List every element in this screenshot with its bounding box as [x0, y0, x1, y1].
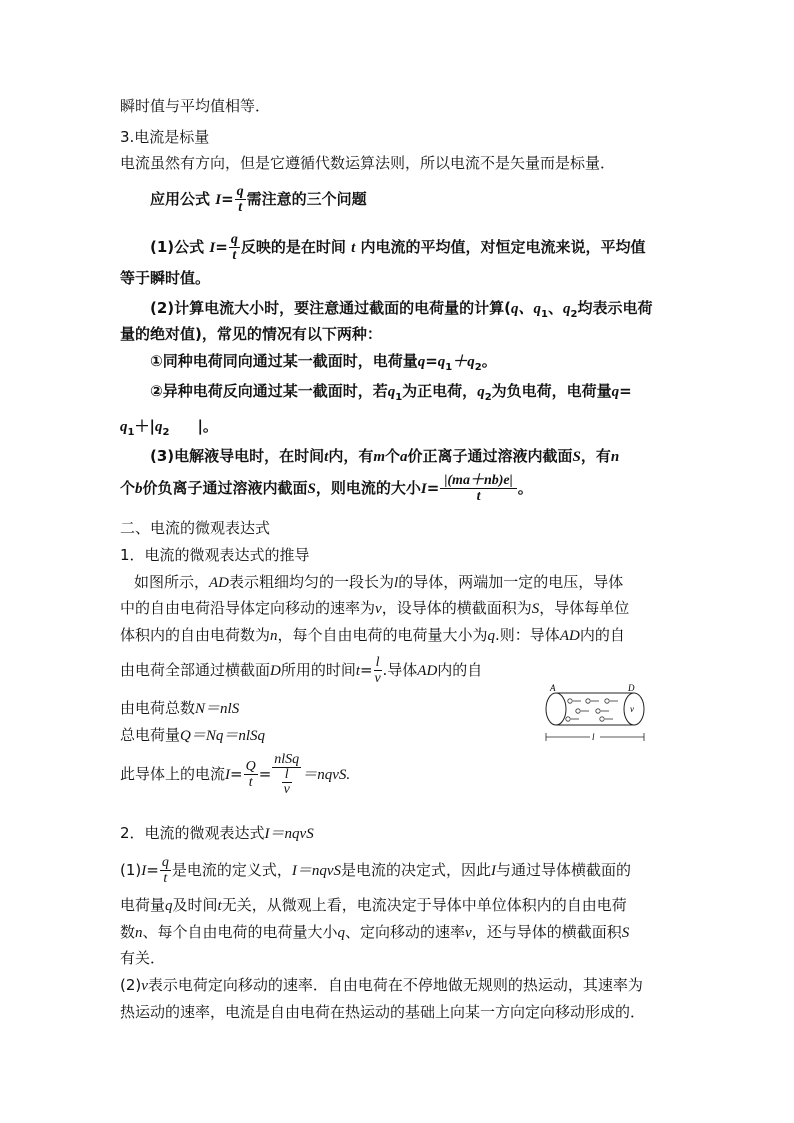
subsection-1-heading: 1．电流的微观表达式的推导: [120, 546, 310, 564]
cross-section-A: [546, 693, 566, 725]
label-l: l: [592, 732, 595, 742]
current-line: 此导体上的电流I= $\frac{Q}{t}$ = nlSq l v ＝nqvS.: [120, 752, 351, 797]
total-charges-line: 由电荷总数N＝nlS: [120, 699, 240, 717]
charge: [576, 709, 580, 713]
section-3-heading: 3.电流是标量: [120, 128, 210, 146]
derivation-line-1: 如图所示，AD表示粗细均匀的一段长为l的导体，两端加一定的电压，导体: [134, 573, 624, 591]
fraction-electrolyte-current: $\frac{|(ma+nb)e|}{t}$: [440, 473, 516, 504]
label-D: D: [628, 683, 635, 693]
subsection-2-heading: 2．电流的微观表达式I＝nqvS: [120, 824, 314, 842]
charge: [566, 717, 570, 721]
box-item-3: (3)电解液导电时，在时间t内，有m个a价正离子通过溶液内截面S，有n: [150, 447, 620, 465]
box-title: 应用公式 I= $\frac{q}{t}$ 需注意的三个问题: [150, 184, 367, 215]
derivation-line-2: 中的自由电荷沿导体定向移动的速率为v，设导体的横截面积为S，导体每单位: [120, 599, 630, 617]
paragraph-line: 瞬时值与平均值相等．: [120, 97, 271, 115]
cross-section-D: [624, 693, 644, 725]
total-charge-line: 总电荷量Q＝Nq＝nlSq: [120, 726, 266, 744]
velocity-line-1: (2)v表示电荷定向移动的速率．自由电荷在不停地做无规则的热运动，其速率为: [120, 976, 643, 994]
box-item-3-cont: 个b价负离子通过溶液内截面S，则电流的大小I= $\frac{|(ma+nb)e|}{t}$ 。: [120, 473, 533, 504]
derivation-line-3: 体积内的自由电荷数为n，每个自由电荷的电荷量大小为q.则：导体AD内的自: [120, 626, 625, 644]
definition-line-2: 电荷量q及时间t无关，从微观上看，电流决定于导体中单位体积内的自由电荷: [120, 896, 627, 914]
definition-line-3: 数n、每个自由电荷的电荷量大小q、定向移动的速率v，还与导体的横截面积S: [120, 923, 630, 941]
box-item-1: (1)公式 I= $\frac{q}{t}$ 反映的是在时间 t 内电流的平均值，对恒定电流来说，平均值: [150, 232, 646, 263]
velocity-line-2: 热运动的速率，电流是自由电荷在热运动的基础上向某一方向定向移动形成的．: [120, 1003, 646, 1021]
derivation-line-4: 由电荷全部通过横截面D所用的时间t= $\frac{l}{v}$ .导体AD内的自: [120, 655, 483, 686]
box-item-2-case-2-cont: $q_1+|q_2$ |。: [120, 417, 218, 438]
section-2-heading: 二、电流的微观表达式: [120, 519, 271, 537]
charge: [605, 699, 609, 703]
box-item-1-cont: 等于瞬时值。: [120, 269, 211, 287]
box-item-2: (2)计算电流大小时，要注意通过截面的电荷量的计算(q、$q_1$、$q_2$均表示电荷: [150, 299, 653, 320]
section-3-text: 电流虽然有方向，但是它遵循代数运算法则，所以电流不是矢量而是标量．: [120, 154, 616, 172]
box-item-2-case-1: ①同种电荷同向通过某一截面时，电荷量$q=q_1+q_2$。: [150, 352, 497, 373]
fraction-q-over-t: $\frac{q}{t}$: [236, 184, 244, 215]
definition-line-1: (1)I= $\frac{q}{t}$ 是电流的定义式，I＝nqvS是电流的决定式，因此I与通过导体横截面的: [120, 855, 632, 886]
definition-line-4: 有关．: [120, 949, 166, 967]
label-A: A: [550, 683, 556, 693]
box-item-2-cont: 量的绝对值)，常见的情况有以下两种：: [120, 325, 382, 343]
free-charges: [566, 699, 618, 721]
charge: [586, 699, 590, 703]
box-item-2-case-2: ②异种电荷反向通过某一截面时，若$q_1$为正电荷，$q_2$为负电荷，电荷量q=: [150, 382, 632, 403]
label-v: v: [630, 704, 634, 714]
charge: [600, 717, 604, 721]
charge: [568, 699, 572, 703]
conductor-diagram: [540, 683, 652, 747]
charge: [596, 709, 600, 713]
